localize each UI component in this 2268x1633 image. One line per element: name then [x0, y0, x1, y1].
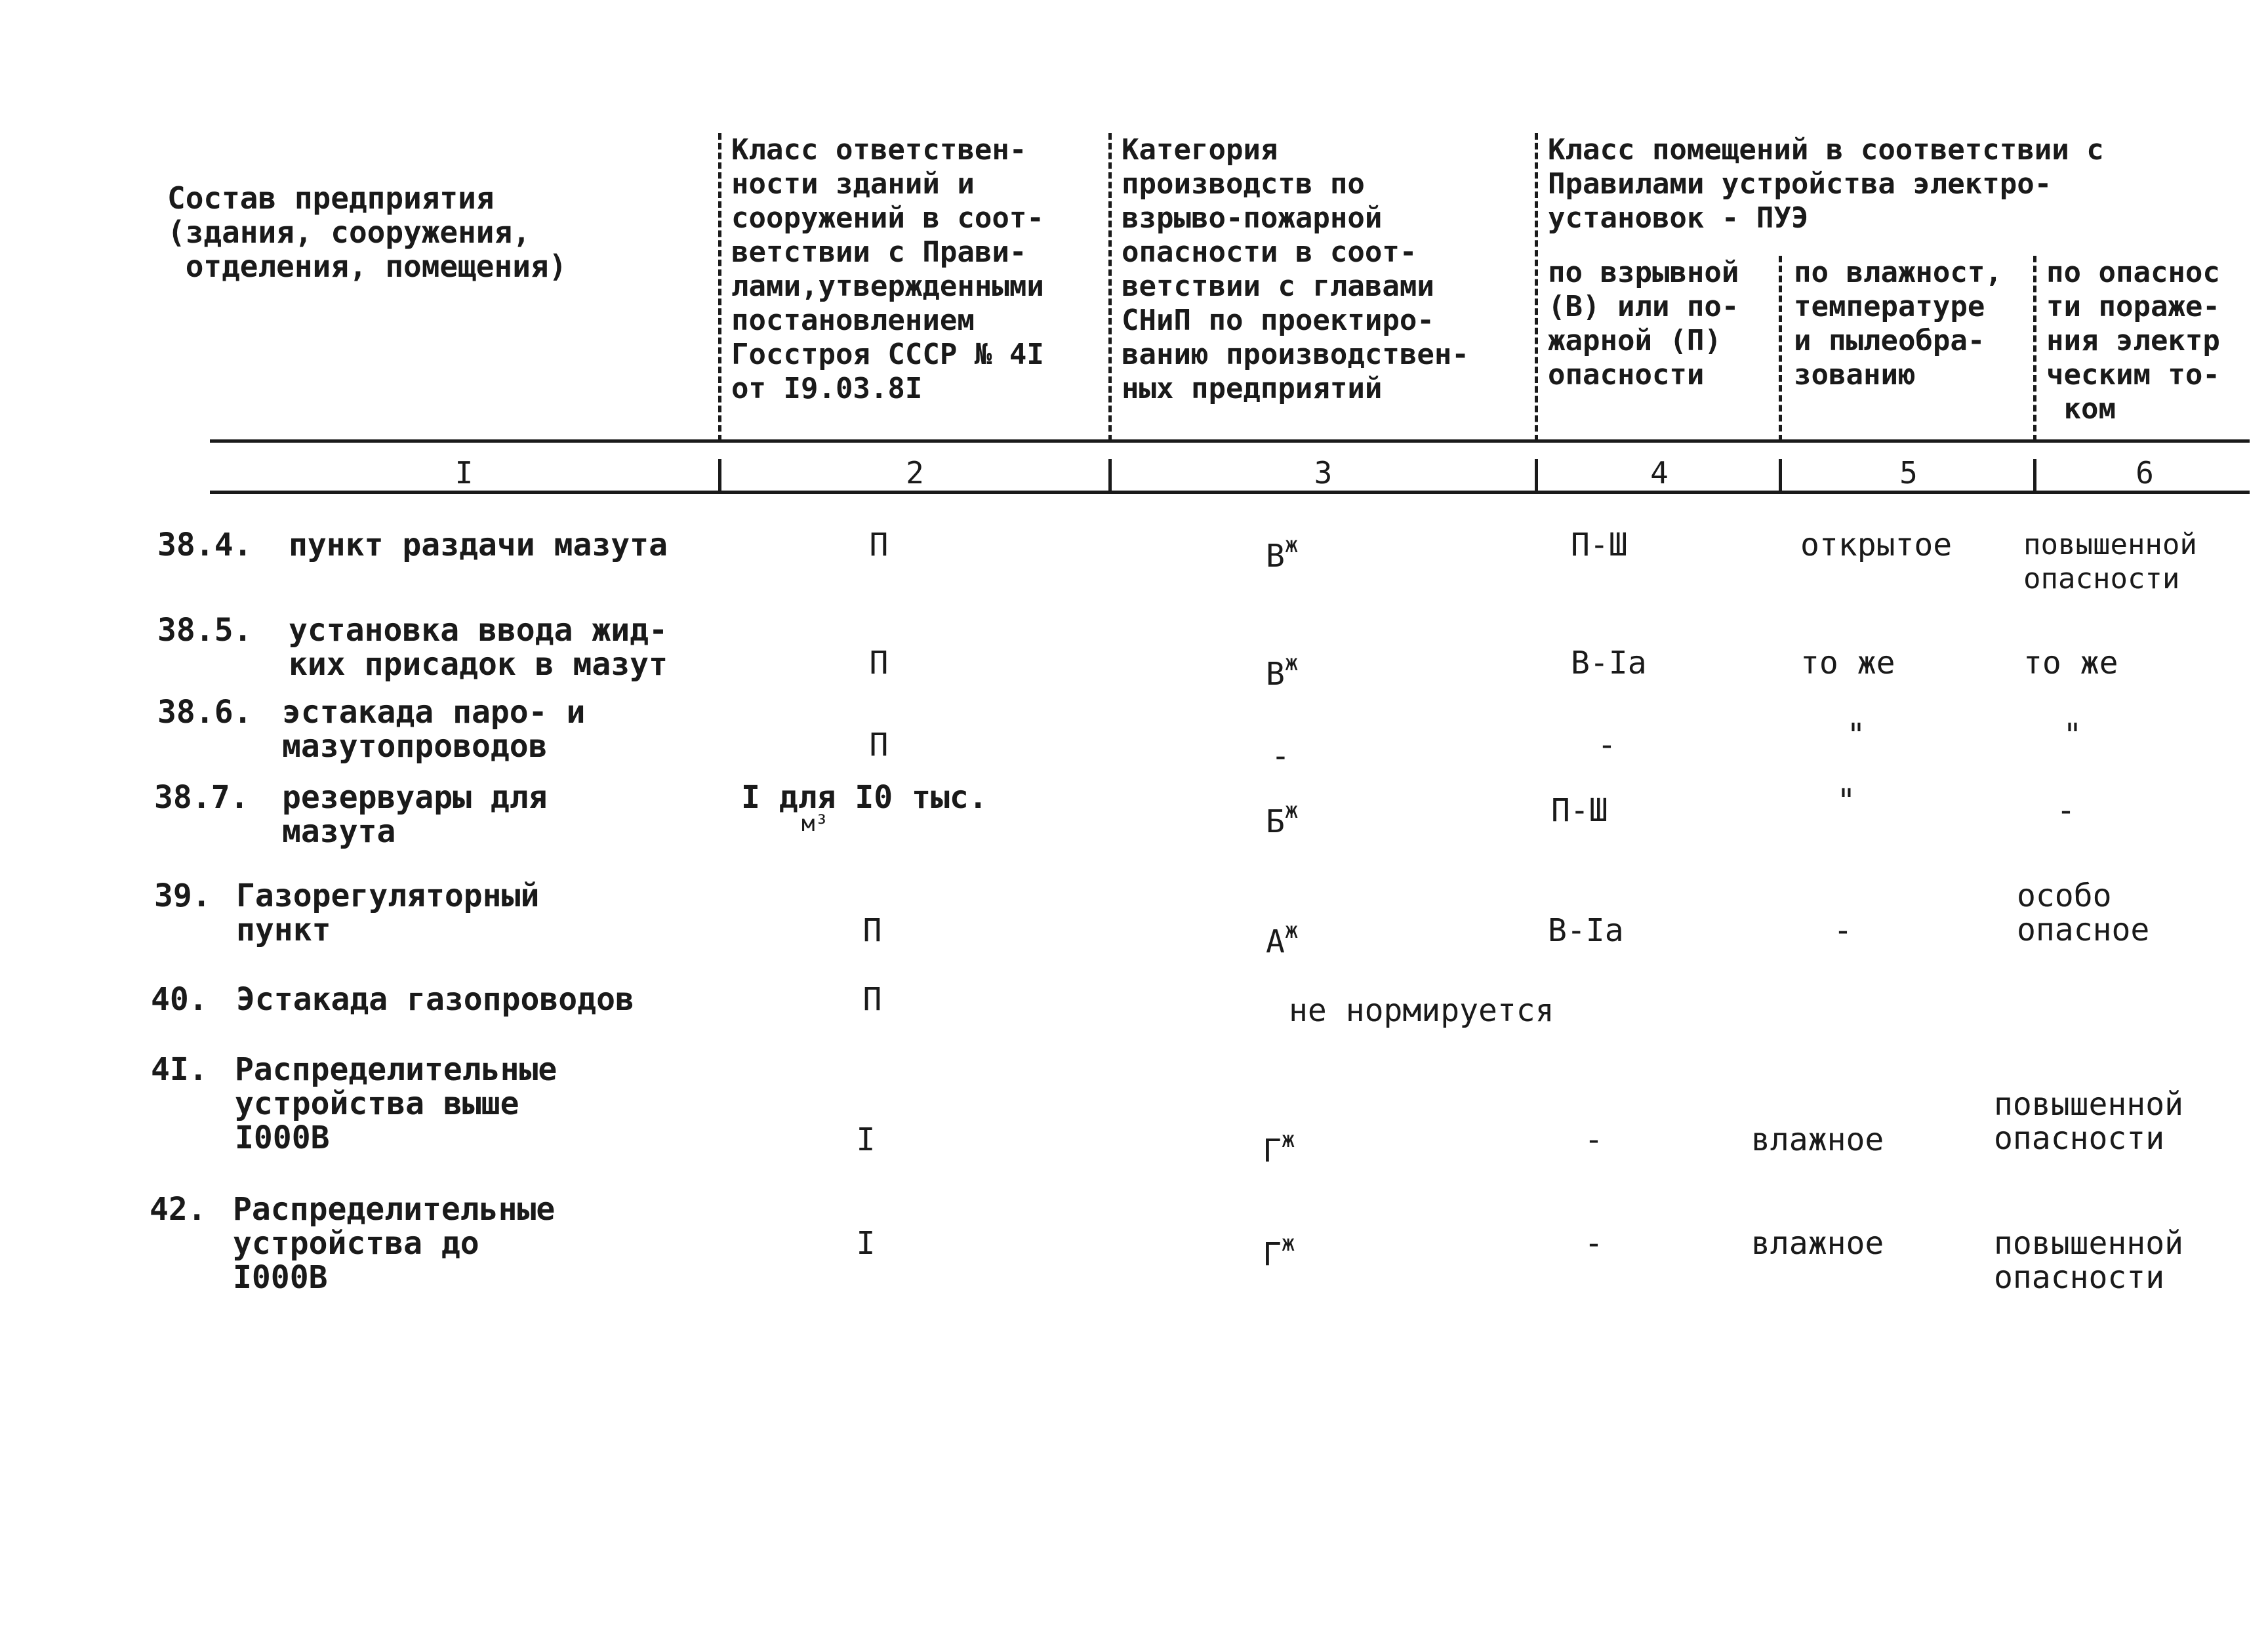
row-category: $А^ж$ [1266, 917, 1299, 960]
row-humidity-class: влажное [1751, 1121, 1884, 1158]
row-number: 38.7. [154, 779, 249, 816]
column-number-4: 4 [1650, 455, 1669, 491]
row-number: 38.5. [157, 612, 253, 649]
row-name: пункт раздачи мазута [289, 527, 668, 563]
row-name: установка ввода жид- ких присадок в мазут [289, 612, 668, 683]
row-category: $Б^ж$ [1266, 797, 1299, 840]
column-number-6: 6 [2136, 455, 2154, 491]
header-col1: Состав предприятия (здания, сооружения, отделения, помещения) [167, 180, 567, 284]
row-number: 40. [151, 981, 208, 1018]
row-class: I [856, 1225, 876, 1262]
row-explosion-class: - [1584, 1225, 1604, 1262]
row-class: П [862, 981, 882, 1018]
column-number-1: I [455, 455, 474, 491]
column-number-3: 3 [1314, 455, 1333, 491]
row-shock-class: особо опасное [2017, 877, 2150, 948]
separator-col2 [718, 133, 735, 441]
row-explosion-class: - [1584, 1121, 1604, 1158]
header-col4: по взрывной (В) или по- жарной (П) опасности [1548, 256, 1739, 392]
row-name: Распределительные устройства выше I000В [235, 1051, 557, 1156]
separator-col5 [1779, 256, 1795, 441]
row-number: 42. [150, 1191, 207, 1228]
row-explosion-class: В-Iа [1571, 645, 1647, 681]
row-humidity-class: " [1836, 782, 1856, 819]
row-humidity-class: влажное [1751, 1225, 1884, 1262]
row-class-unit: м³ [801, 811, 828, 837]
row-humidity-class: - [1833, 912, 1853, 949]
row-category: не нормируется [1289, 992, 1554, 1029]
row-shock-class: " [2063, 717, 2082, 754]
row-name: Газорегуляторный пункт [236, 877, 540, 948]
header-col3: Категория производств по взрыво-пожарной опасности в соот- ветствии с главами СНиП по проектиро- ванию производствен- ных предприятий [1122, 133, 1469, 405]
row-name: Эстакада газопроводов [236, 981, 634, 1018]
header-col6: по опаснос ти пораже- ния электр ческим то- ком [2046, 256, 2220, 426]
row-shock-class: повышенной опасности [1994, 1225, 2183, 1296]
row-class: П [869, 527, 889, 563]
row-class: П [862, 912, 882, 949]
row-number: 38.4. [157, 527, 253, 563]
header-rule-bottom [210, 491, 2250, 494]
row-category: $Г^ж$ [1263, 1230, 1295, 1273]
row-class: I для I0 тыс. [741, 779, 988, 816]
row-class: I [856, 1121, 876, 1158]
header-col2: Класс ответствен- ности зданий и сооружений в соот- ветствии с Прави- лами,утвержденными постановлением Госстроя СССР № 4I от I9.03.8I [731, 133, 1044, 405]
separator-col4 [1535, 133, 1551, 441]
row-explosion-class: П-Ш [1571, 527, 1628, 563]
row-humidity-class: то же [1800, 645, 1895, 681]
row-explosion-class: П-Ш [1551, 792, 1608, 829]
row-name: эстакада паро- и мазутопроводов [282, 694, 586, 765]
header-rule-top [210, 439, 2250, 443]
row-explosion-class: В-Iа [1548, 912, 1624, 949]
row-name: резервуары для мазута [282, 779, 548, 850]
row-number: 4I. [151, 1051, 208, 1088]
row-class: П [869, 645, 889, 681]
row-shock-class: то же [2023, 645, 2118, 681]
row-humidity-class: " [1846, 717, 1866, 754]
separator-col6 [2033, 256, 2050, 441]
row-name: Распределительные устройства до I000В [233, 1191, 556, 1296]
row-shock-class: повышенной опасности [2023, 528, 2197, 595]
row-shock-class: повышенной опасности [1994, 1086, 2183, 1157]
row-category: - [1271, 738, 1290, 775]
header-col5: по влажност, температуре и пылеобра- зованию [1794, 256, 2002, 392]
column-number-2: 2 [906, 455, 924, 491]
header-col456-group: Класс помещений в соответствии с Правилами устройства электро- установок - ПУЭ [1548, 133, 2104, 235]
row-class: П [869, 727, 889, 763]
row-category: $В^ж$ [1266, 532, 1299, 575]
row-explosion-class: - [1597, 727, 1617, 763]
row-shock-class: - [2056, 792, 2076, 829]
row-number: 38.6. [157, 694, 253, 731]
row-category: $Г^ж$ [1263, 1127, 1295, 1169]
row-humidity-class: открытое [1800, 527, 1953, 563]
row-category: $В^ж$ [1266, 650, 1299, 693]
row-number: 39. [154, 877, 211, 914]
column-number-5: 5 [1899, 455, 1918, 491]
separator-col3 [1108, 133, 1125, 441]
